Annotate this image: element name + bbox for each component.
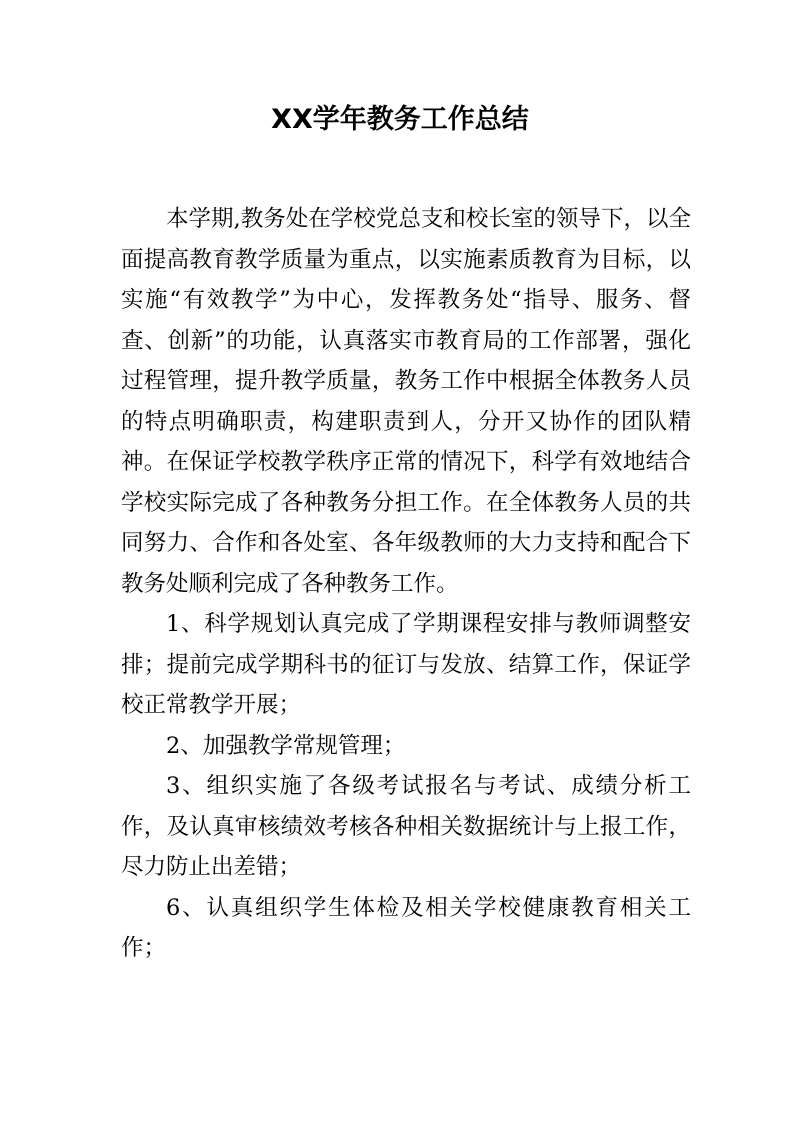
paragraph-intro: 本学期,教务处在学校党总支和校长室的领导下，以全面提高教育教学质量为重点，以实施素质教育为目标，以实施“有效教学”为中心，发挥教务处“指导、服务、督查、创新”的功能，认真落实市教育局的工作部署，强化过程管理，提升教学质量，教务工作中根据全体教务人员的特点明确职责，构建职责到人，分开又协作的团队精神。在保证学校教学秩序正常的情况下，科学有效地结合学校实际完成了各种教务分担工作。在全体教务人员的共同努力、合作和各处室、各年级教师的大力支持和配合下教务处顺利完成了各种教务工作。 <box>121 206 691 597</box>
paragraph-item-2: 2、加强教学常规管理； <box>166 732 406 759</box>
paragraph-item-6: 6、认真组织学生体检及相关学校健康教育相关工作； <box>121 894 691 961</box>
document-title: XX学年教务工作总结 <box>271 104 529 135</box>
paragraph-item-3: 3、组织实施了各级考试报名与考试、成绩分析工作，及认真审核绩效考核各种相关数据统计与上报工作，尽力防止出差错； <box>121 773 691 880</box>
document-body <box>121 199 691 969</box>
paragraph-item-1: 1、科学规划认真完成了学期课程安排与教师调整安排；提前完成学期科书的征订与发放、结算工作，保证学校正常教学开展； <box>121 611 691 718</box>
